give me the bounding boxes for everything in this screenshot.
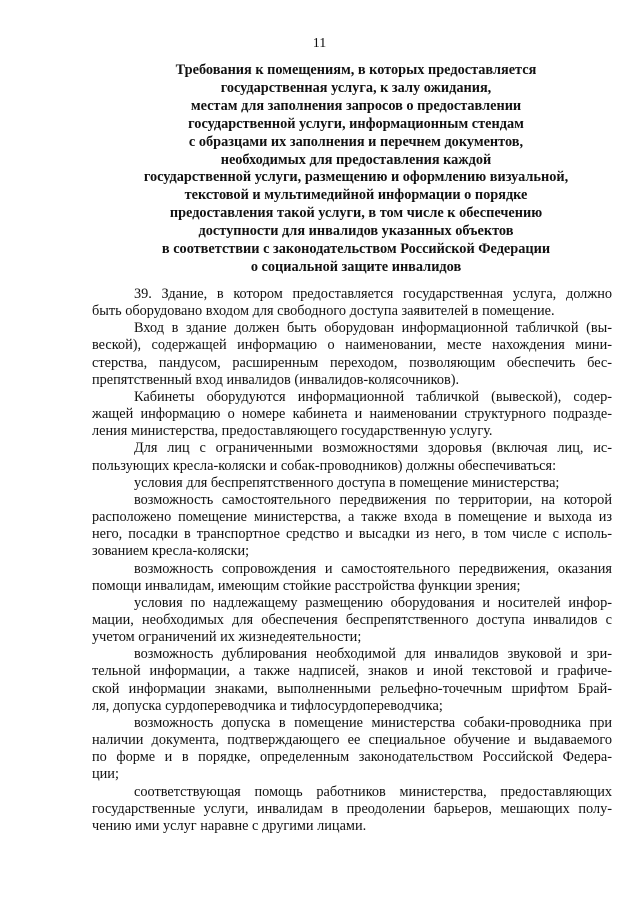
heading-line: доступности для инвалидов указанных объектов — [198, 223, 514, 240]
heading-line: государственная услуга, к залу ожидания, — [220, 79, 492, 96]
text-line: условия по надлежащему размещению оборудования и носителей инфор- — [134, 594, 612, 611]
text-line: условия для беспрепятственного доступа в помещение министерства; — [134, 474, 560, 491]
text-line: стерства, пандусом, расширенным переходом, позволяющим обеспечить бес- — [92, 354, 612, 371]
heading-line: в соответствии с законодательством Российской Федерации — [161, 241, 551, 258]
text-line: соответствующая помощь работников министерства, предоставляющих — [134, 783, 612, 800]
document-body — [92, 286, 612, 835]
text-line: 39. Здание, в котором предоставляется государственная услуга, должно — [134, 286, 612, 302]
heading-line: Требования к помещениям, в которых предоставляется — [175, 62, 537, 78]
text-line: чению ими услуг наравне с другими лицами. — [92, 817, 367, 834]
text-line: наличии документа, подтверждающего ее специальное обучение и выдаваемого — [92, 732, 612, 749]
text-line: тельной информации, а также надписей, знаков и иной текстовой и графиче- — [92, 663, 612, 680]
text-line: возможность дублирования необходимой для инвалидов звуковой и зри- — [134, 646, 612, 663]
text-line: возможность допуска в помещение министерства собаки-проводника при — [134, 714, 612, 731]
page-number: 11 — [312, 36, 327, 51]
text-line: Вход в здание должен быть оборудован информационной табличкой (вы- — [134, 320, 612, 337]
paragraph-39 — [92, 286, 612, 320]
list-item-staff-assistance — [92, 784, 612, 835]
heading-line: государственной услуги, размещению и оформлению визуальной, — [143, 169, 569, 186]
list-item-information-duplication — [92, 646, 612, 715]
text-line: помощи инвалидам, имеющим стойкие расстройства функции зрения; — [92, 577, 521, 594]
text-line: ля, допуска сурдопереводчика и тифлосурдопереводчика; — [92, 697, 443, 714]
section-heading — [60, 62, 639, 277]
text-line: него, посадки в транспортное средство и высадки из него, в том числе с исполь- — [92, 526, 612, 543]
text-line: мации, необходимых для обеспечения беспрепятственного доступа инвалидов с — [92, 611, 612, 628]
list-item-access-conditions — [92, 475, 612, 492]
text-line: пользующих кресла-коляски и собак-проводников) должны обеспечиваться: — [92, 457, 557, 474]
heading-line: текстовой и мультимедийной информации о порядке — [184, 187, 528, 204]
list-item-escort-assistance — [92, 561, 612, 595]
paragraph-offices — [92, 389, 612, 440]
paragraph-disabled-persons — [92, 440, 612, 474]
text-line: препятственный вход инвалидов (инвалидов-колясочников). — [92, 371, 460, 388]
text-line: Кабинеты оборудуются информационной табличкой (вывеской), содер- — [134, 388, 612, 405]
heading-line: необходимых для предоставления каждой — [220, 151, 492, 168]
text-line: государственные услуги, инвалидам в преодолении барьеров, мешающих полу- — [92, 800, 612, 817]
heading-line: с образцами их заполнения и перечнем документов, — [188, 133, 524, 150]
text-line: веской), содержащей информацию о наименовании, месте нахождения мини- — [92, 337, 612, 354]
text-line: ской информации знаками, выполненными рельефно-точечным шрифтом Брай- — [92, 680, 612, 697]
text-line: жащей информацию о номере кабинета и наименовании структурного подразде- — [92, 406, 612, 423]
heading-line: местам для заполнения запросов о предоставлении — [190, 97, 522, 114]
text-line: зованием кресла-коляски; — [92, 543, 250, 560]
text-line: ции; — [92, 766, 119, 783]
text-line: учетом ограничений их жизнедеятельности; — [92, 629, 362, 646]
text-line: быть оборудовано входом для свободного доступа заявителей в помещение. — [92, 303, 555, 320]
text-line: Для лиц с ограниченными возможностями здоровья (включая лиц, ис- — [134, 440, 612, 457]
heading-line: государственной услуги, информационным стендам — [188, 115, 524, 132]
heading-line: о социальной защите инвалидов — [250, 258, 462, 275]
list-item-independent-movement — [92, 492, 612, 561]
list-item-equipment-placement — [92, 595, 612, 646]
text-line: возможность сопровождения и самостоятельного передвижения, оказания — [134, 560, 612, 577]
text-line: ления министерства, предоставляющего государственную услугу. — [92, 423, 493, 440]
paragraph-entrance — [92, 320, 612, 389]
text-line: расположено помещение министерства, а также входа в помещение и выхода из — [92, 509, 612, 526]
text-line: возможность самостоятельного передвижения по территории, на которой — [134, 491, 612, 508]
text-line: по форме и в порядке, определенным законодательством Российской Федера- — [92, 749, 612, 766]
heading-line: предоставления такой услуги, в том числе к обеспечению — [169, 205, 543, 222]
list-item-guide-dog — [92, 715, 612, 784]
